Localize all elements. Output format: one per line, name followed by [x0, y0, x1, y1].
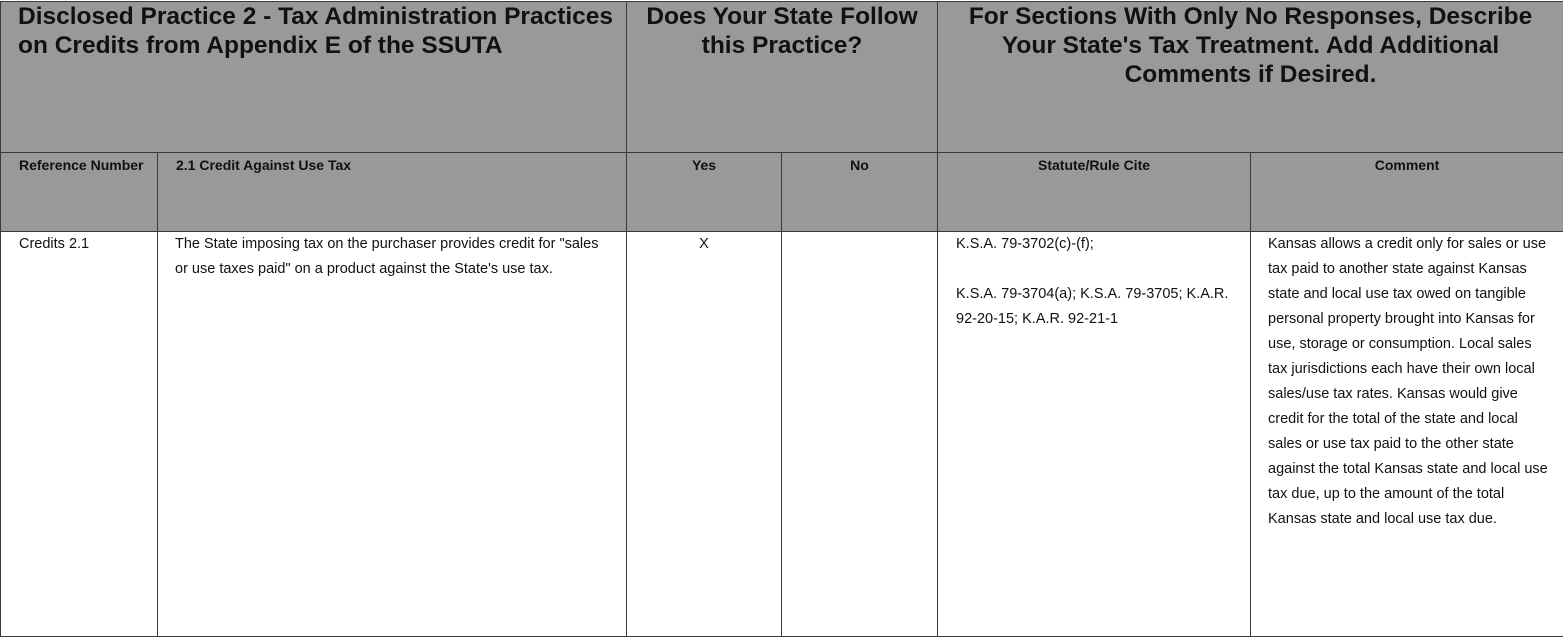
section-header-row	[1, 2, 1563, 153]
tax-treatment-instruction: For Sections With Only No Responses, Describe Your State's Tax Treatment. Add Additional Comments if Desired.	[938, 2, 1563, 153]
column-header-row	[1, 153, 1563, 232]
disclosed-practice-table	[0, 1, 1563, 637]
reference-number-cell: Credits 2.1	[1, 232, 158, 637]
no-cell	[782, 232, 938, 637]
yes-cell: X	[627, 232, 782, 637]
comment-cell: Kansas allows a credit only for sales or use tax paid to another state against Kansas state and local use tax owed on tangible personal property brought into Kansas for use, storage or consumption. Local sales tax jurisdictions each have their own local sales/use tax rates. Kansas would give credit for the total of the state and local sales or use tax paid to the other state against the total Kansas state and local use tax due, up to the amount of the total Kansas state and local use tax due.	[1251, 232, 1563, 637]
practice-title: Disclosed Practice 2 - Tax Administration Practices on Credits from Appendix E of the SSUTA	[1, 2, 627, 153]
practice-description-cell: The State imposing tax on the purchaser provides credit for "sales or use taxes paid" on a product against the State's use tax.	[158, 232, 627, 637]
follow-practice-question: Does Your State Follow this Practice?	[627, 2, 938, 153]
statute-rule-cite-cell	[938, 232, 1251, 637]
table-row	[1, 232, 1563, 637]
column-header-no: No	[782, 153, 938, 232]
column-header-comment: Comment	[1251, 153, 1563, 232]
column-header-reference-number: Reference Number	[1, 153, 158, 232]
cite-spacer	[956, 257, 1244, 282]
statute-cite-line: K.S.A. 79-3704(a); K.S.A. 79-3705; K.A.R. 92-20-15; K.A.R. 92-21-1	[956, 286, 1229, 327]
column-header-yes: Yes	[627, 153, 782, 232]
column-header-statute-rule-cite: Statute/Rule Cite	[938, 153, 1251, 232]
column-header-section: 2.1 Credit Against Use Tax	[158, 153, 627, 232]
statute-cite-line: K.S.A. 79-3702(c)-(f);	[956, 236, 1094, 252]
